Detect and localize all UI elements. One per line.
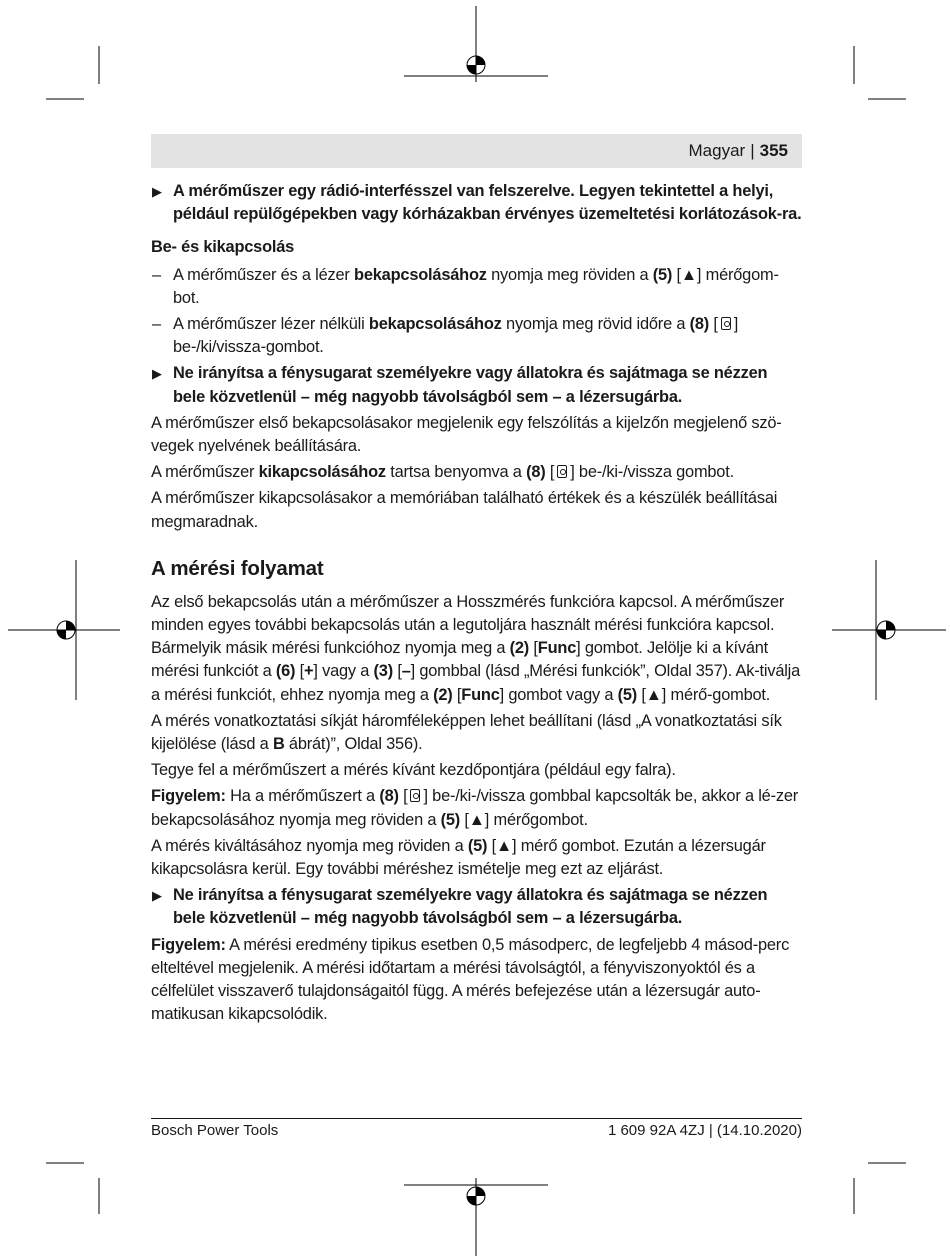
footer-brand: Bosch Power Tools (151, 1122, 279, 1139)
page-number: 355 (759, 141, 788, 160)
warning-laser-beam: ▶ Ne irányítsa a fénysugarat személyekre vagy állatokra és sajátmaga se nézzen bele közvetlenül – még nagyobb távolságból sem – a lézersugárba. (152, 364, 768, 406)
paragraph-trigger-measurement: A mérés kiváltásához nyomja meg röviden a (5) [▲] mérő gombot. Ezután a lézersugár kikapcsolásra kerül. Egy további méréshez ismételje meg ezt az eljárást. (151, 836, 766, 879)
header-language: Magyar (688, 141, 746, 160)
paragraph-language-prompt: A mérőműszer első bekapcsolásakor megjelenik egy felszólítás a kijelzőn megjelenő szö-vegek nyelvének beállítására. (151, 413, 782, 456)
dash-bullet: – (152, 315, 161, 334)
header-separator: | (750, 141, 755, 160)
paragraph-measuring-functions: Az első bekapcsolás után a mérőműszer a Hosszmérés funkcióra kapcsol. A mérőműszer minden egyes további bekapcsolás után a legutoljára használt mérési funkcióra kapcsol. Bármelyik másik mérési funkcióhoz nyomja meg a (2) [Func] gombot. Jelölje ki a kívánt mérési funkciót a (6) [+] vagy a (3) [–] gombbal (lásd „Mérési funkciók”, Oldal 357). Ak-tiválja a mérési funkciót, ehhez nyomja meg a (2) [Func] gombot vagy a (5) [▲] mérő-gombot. (151, 592, 801, 704)
warning-triangle-icon: ▶ (152, 184, 162, 199)
page-body (151, 180, 803, 1030)
footer-doc-id: 1 609 92A 4ZJ | (14.10.2020) (607, 1122, 802, 1139)
dash-bullet: – (152, 265, 161, 284)
paragraph-note-measuring-time: Figyelem: A mérési eredmény tipikus esetben 0,5 másodperc, de legfeljebb 4 másod-perc elteltével megjelenik. A mérési időtartam a mérési távolságtól, a fényviszonyoktól és a célfelület visszaverő tulajdonságaitól függ. A mérés befejezése után a lézersugár auto-matikusan kikapcsolódik. (151, 935, 790, 1024)
paragraph-reference-level: A mérés vonatkoztatási síkját háromféleképpen lehet beállítani (lásd „A vonatkoztatási sík kijelölése (lásd a B ábrát)”, Oldal 356). (151, 711, 782, 754)
warning-laser-beam-2: ▶ Ne irányítsa a fénysugarat személyekre vagy állatokra és sajátmaga se nézzen bele közvetlenül – még nagyobb távolságból sem – a lézersugárba. (152, 886, 768, 928)
paragraph-place-tool: Tegye fel a mérőműszert a mérés kívánt kezdőpontjára (például egy falra). (151, 761, 676, 780)
paragraph-switch-off: A mérőműszer kikapcsolásához tartsa benyomva a (8) [ ] be-/ki-/vissza gombot. (151, 463, 734, 482)
warning-triangle-icon: ▶ (152, 888, 162, 904)
section-heading-on-off: Be- és kikapcsolás (151, 238, 295, 257)
power-button-icon (410, 789, 420, 802)
page-header (151, 134, 802, 168)
list-item-switch-on-no-laser: – A mérőműszer lézer nélküli bekapcsolásához nyomja meg rövid időre a (8) [ ] be-/ki/vissza-gombot. (152, 315, 739, 357)
power-button-icon (721, 317, 731, 330)
list-item-switch-on-laser: – A mérőműszer és a lézer bekapcsolásához nyomja meg röviden a (5) [▲] mérőgom-bot. (152, 265, 779, 307)
paragraph-note-laser-on: Figyelem: Ha a mérőműszert a (8) [ ] be-/ki-/vissza gombbal kapcsolták be, akkor a lé-zer bekapcsolásához nyomja meg röviden a (5) [▲] mérőgombot. (151, 787, 799, 829)
section-heading-measuring: A mérési folyamat (151, 556, 324, 580)
power-button-icon (557, 465, 567, 478)
page-footer (151, 1118, 802, 1139)
paragraph-memory-retained: A mérőműszer kikapcsolásakor a memóriában található értékek és a készülék beállításai megmaradnak. (151, 489, 778, 531)
warning-radio-interface: ▶ A mérőműszer egy rádió-interfésszel van felszerelve. Legyen tekintettel a helyi, például repülőgépekben vagy kórházakban érvényes üzemeltetési korlátozások-ra. (152, 182, 802, 224)
warning-triangle-icon: ▶ (152, 366, 162, 382)
